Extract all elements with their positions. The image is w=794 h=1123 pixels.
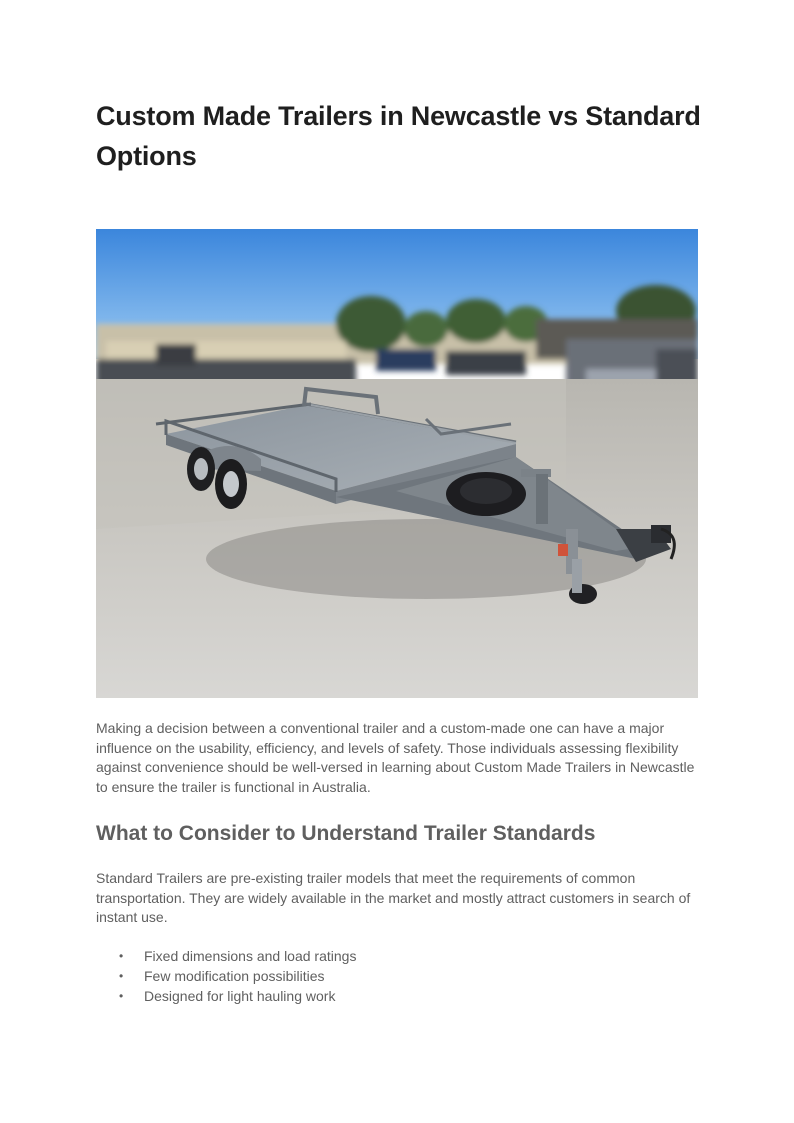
list-item-text: Few modification possibilities <box>144 968 325 984</box>
bullet-icon: • <box>119 969 124 983</box>
page-title: Custom Made Trailers in Newcastle vs Standard Options <box>96 101 701 171</box>
bullet-list <box>96 946 356 1006</box>
intro-paragraph: Making a decision between a conventional trailer and a custom-made one can have a major influence on the usability, efficiency, and levels of safety. Those individuals assessing flexibility against convenience should be well-versed in learning about Custom Made Trailers in Newcastle to ensure the trailer is functional in Australia. <box>96 720 695 795</box>
list-item <box>96 966 356 986</box>
trailer-photo <box>96 229 698 698</box>
bullet-icon: • <box>119 949 124 963</box>
list-item <box>96 986 356 1006</box>
list-item-text: Designed for light hauling work <box>144 988 336 1004</box>
bullet-icon: • <box>119 989 124 1003</box>
section-heading: What to Consider to Understand Trailer Standards <box>96 822 596 845</box>
list-item-text: Fixed dimensions and load ratings <box>144 948 357 964</box>
section-paragraph: Standard Trailers are pre-existing trailer models that meet the requirements of common transportation. They are widely available in the market and mostly attract customers in search of instant use. <box>96 870 691 925</box>
list-item <box>96 946 356 966</box>
